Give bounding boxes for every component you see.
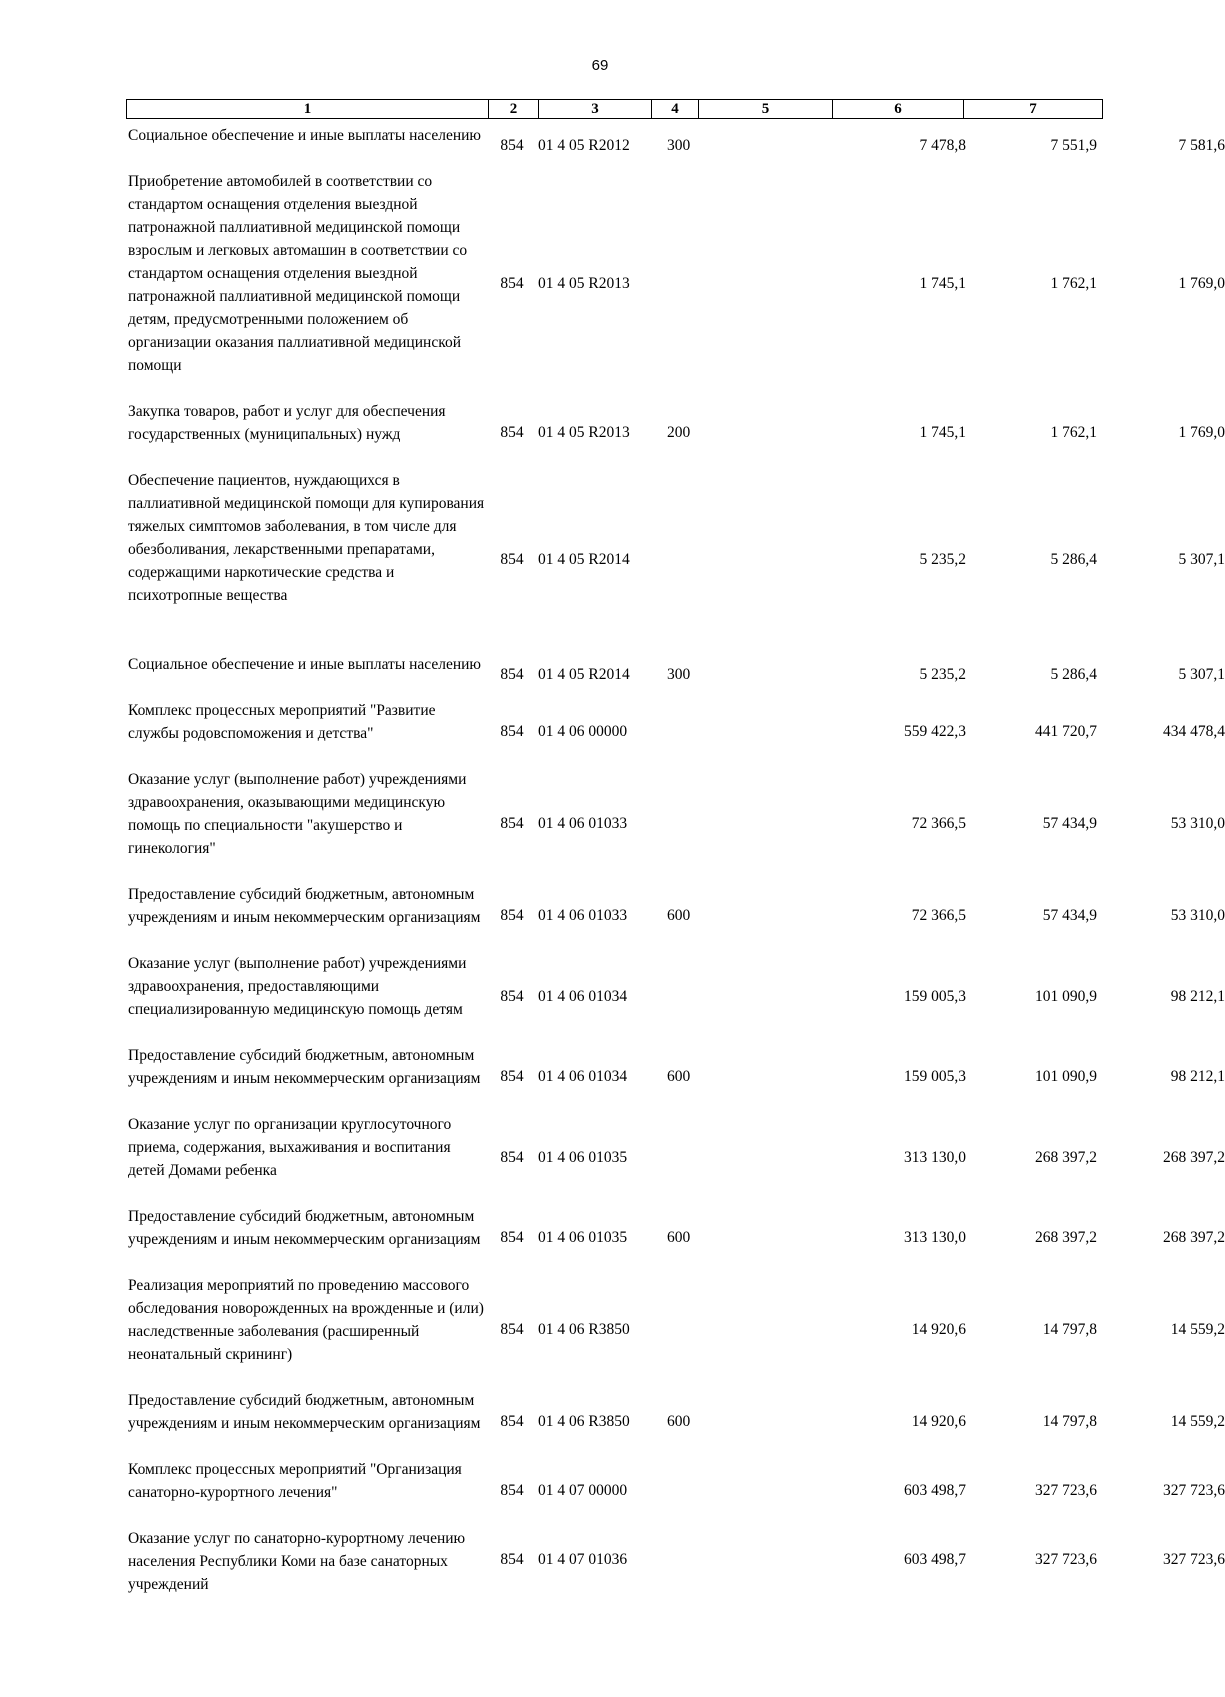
- row-year2: 14 797,8: [1042, 1321, 1097, 1338]
- row-year1: 603 498,7: [904, 1482, 966, 1499]
- row-ved: 854: [500, 1551, 524, 1568]
- row-csr: 01 4 06 R3850: [538, 1321, 630, 1338]
- header-col-7: 7: [964, 100, 1103, 119]
- row-csr: 01 4 05 R2012: [538, 136, 630, 154]
- table-row: [126, 766, 1225, 881]
- row-csr: 01 4 06 R3850: [538, 1413, 630, 1430]
- row-year3: 53 310,0: [1170, 907, 1225, 924]
- budget-table-body: [126, 122, 1225, 1594]
- row-ved: 854: [500, 550, 524, 568]
- row-year3: 1 769,0: [1178, 274, 1225, 292]
- row-year2: 7 551,9: [1050, 136, 1097, 154]
- row-name: Оказание услуг по санаторно-курортному лечению населения Республики Коми на базе санаторных учреждений: [128, 1530, 466, 1593]
- row-year3: 98 212,1: [1170, 1068, 1225, 1085]
- header-col-2: 2: [489, 100, 539, 119]
- header-col-6: 6: [833, 100, 964, 119]
- row-vr: [667, 1272, 703, 1387]
- row-csr: 01 4 07 01036: [538, 1551, 628, 1568]
- row-csr: 01 4 06 00000: [538, 723, 628, 740]
- row-vr: 600: [667, 1068, 691, 1085]
- row-ved: 854: [500, 1482, 524, 1499]
- row-year2: 101 090,9: [1035, 987, 1097, 1005]
- row-name: Предоставление субсидий бюджетным, автономным учреждениям и иным некоммерческим организациям: [128, 1208, 481, 1248]
- header-col-3: 3: [539, 100, 652, 119]
- row-csr: 01 4 06 01033: [538, 907, 628, 924]
- row-year2: 1 762,1: [1050, 424, 1097, 441]
- row-year1: 313 130,0: [904, 1229, 966, 1246]
- row-year3: 268 397,2: [1163, 1229, 1225, 1246]
- row-vr: 200: [667, 424, 691, 441]
- row-year1: 313 130,0: [904, 1148, 966, 1166]
- row-year2: 101 090,9: [1035, 1068, 1097, 1085]
- row-name: Реализация мероприятий по проведению массового обследования новорожденных на врожденные и (или) наследственные заболевания (расширенный неонатальный скрининг): [128, 1277, 484, 1363]
- row-ved: 854: [500, 665, 524, 683]
- row-csr: 01 4 06 01033: [538, 815, 628, 832]
- row-year3: 14 559,2: [1170, 1321, 1225, 1338]
- row-ved: 854: [500, 424, 524, 441]
- row-year3: 268 397,2: [1163, 1148, 1225, 1166]
- row-year3: 5 307,1: [1178, 550, 1225, 568]
- row-ved: 854: [500, 1068, 524, 1085]
- row-vr: [667, 1456, 703, 1525]
- row-year3: 98 212,1: [1170, 987, 1225, 1005]
- row-csr: 01 4 05 R2013: [538, 274, 630, 292]
- row-name: Обеспечение пациентов, нуждающихся в паллиативной медицинской помощи для купирования тяжелых симптомов заболевания, в том числе для обезболивания, лекарственными препаратами, содержащими наркотические средства и психотропные вещества: [128, 472, 485, 604]
- row-ved: 854: [500, 1413, 524, 1430]
- row-csr: 01 4 05 R2014: [538, 550, 630, 568]
- row-name: Социальное обеспечение и иные выплаты населению: [128, 127, 482, 144]
- table-row: [126, 1387, 1225, 1456]
- row-year2: 5 286,4: [1050, 550, 1097, 568]
- row-year1: 72 366,5: [911, 815, 966, 832]
- row-year3: 1 769,0: [1178, 424, 1225, 441]
- row-year1: 5 235,2: [919, 550, 966, 568]
- row-ved: 854: [500, 987, 524, 1005]
- page-number: 69: [591, 57, 609, 74]
- row-year2: 441 720,7: [1035, 723, 1097, 740]
- table-row: [126, 1525, 1225, 1594]
- row-year1: 1 745,1: [919, 424, 966, 441]
- header-col-1: 1: [127, 100, 489, 119]
- table-row: [126, 697, 1225, 766]
- table-row: [126, 1203, 1225, 1272]
- row-year3: 434 478,4: [1163, 723, 1225, 740]
- row-vr: [667, 1111, 703, 1203]
- table-row: [126, 122, 1225, 168]
- table-row: [126, 398, 1225, 467]
- row-year1: 14 920,6: [911, 1321, 966, 1338]
- row-name: Социальное обеспечение и иные выплаты населению: [128, 656, 482, 673]
- row-vr: [667, 697, 703, 766]
- header-col-5: 5: [699, 100, 833, 119]
- row-vr: 600: [667, 1413, 691, 1430]
- row-csr: 01 4 05 R2014: [538, 665, 630, 683]
- row-year3: 14 559,2: [1170, 1413, 1225, 1430]
- row-year1: 603 498,7: [904, 1551, 966, 1568]
- row-name: Закупка товаров, работ и услуг для обеспечения государственных (муниципальных) нужд: [128, 403, 446, 443]
- row-ved: 854: [500, 136, 524, 154]
- table-header: [126, 99, 1103, 119]
- table-row: [126, 651, 1225, 697]
- table-row: [126, 1456, 1225, 1525]
- row-year1: 559 422,3: [904, 723, 966, 740]
- row-name: Приобретение автомобилей в соответствии со стандартом оснащения отделения выездной патронажной паллиативной медицинской помощи взрослым и легковых автомашин в соответствии со стандартом оснащения отделения выездной патронажной паллиативной медицинской помощи детям, предусмотренными положением об организации оказания паллиативной медицинской помощи: [128, 173, 468, 374]
- row-year2: 1 762,1: [1050, 274, 1097, 292]
- row-name: Оказание услуг по организации круглосуточного приема, содержания, выхаживания и воспитания детей Домами ребенка: [128, 1116, 452, 1179]
- row-ved: 854: [500, 723, 524, 740]
- row-csr: 01 4 06 01034: [538, 1068, 628, 1085]
- row-csr: 01 4 06 01034: [538, 987, 628, 1005]
- row-csr: 01 4 06 01035: [538, 1148, 628, 1166]
- row-vr: [667, 766, 703, 881]
- row-name: Предоставление субсидий бюджетным, автономным учреждениям и иным некоммерческим организациям: [128, 1047, 481, 1087]
- row-name: Комплекс процессных мероприятий "Организация санаторно-курортного лечения": [128, 1461, 462, 1501]
- row-csr: 01 4 07 00000: [538, 1482, 628, 1499]
- row-vr: 600: [667, 1229, 691, 1246]
- row-year1: 159 005,3: [904, 1068, 966, 1085]
- row-year2: 14 797,8: [1042, 1413, 1097, 1430]
- table-row: [126, 1272, 1225, 1387]
- row-vr: [667, 1525, 703, 1594]
- row-year1: 1 745,1: [919, 274, 966, 292]
- row-ved: 854: [500, 1321, 524, 1338]
- row-name: Оказание услуг (выполнение работ) учреждениями здравоохранения, предоставляющими специализированную медицинскую помощь детям: [128, 955, 467, 1018]
- row-year1: 5 235,2: [919, 665, 966, 683]
- table-row: [126, 881, 1225, 950]
- row-year3: 5 307,1: [1178, 665, 1225, 683]
- header-col-4: 4: [652, 100, 699, 119]
- table-row: [126, 467, 1225, 651]
- row-year2: 327 723,6: [1035, 1482, 1097, 1499]
- row-year2: 268 397,2: [1035, 1229, 1097, 1246]
- table-row: [126, 1111, 1225, 1203]
- row-year1: 72 366,5: [911, 907, 966, 924]
- row-year3: 327 723,6: [1163, 1551, 1225, 1568]
- table-row: [126, 950, 1225, 1042]
- row-year1: 159 005,3: [904, 987, 966, 1005]
- row-ved: 854: [500, 274, 524, 292]
- row-year2: 57 434,9: [1042, 815, 1097, 832]
- table-row: [126, 168, 1225, 398]
- row-year1: 14 920,6: [911, 1413, 966, 1430]
- row-ved: 854: [500, 1148, 524, 1166]
- row-vr: 300: [667, 136, 691, 154]
- table-row: [126, 1042, 1225, 1111]
- row-year3: 53 310,0: [1170, 815, 1225, 832]
- row-ved: 854: [500, 1229, 524, 1246]
- row-name: Предоставление субсидий бюджетным, автономным учреждениям и иным некоммерческим организациям: [128, 886, 481, 926]
- row-name: Комплекс процессных мероприятий "Развитие службы родовспоможения и детства": [128, 702, 436, 742]
- row-year2: 327 723,6: [1035, 1551, 1097, 1568]
- row-vr: [667, 950, 703, 1042]
- row-csr: 01 4 06 01035: [538, 1229, 628, 1246]
- row-year1: 7 478,8: [919, 136, 966, 154]
- row-ved: 854: [500, 815, 524, 832]
- row-ved: 854: [500, 907, 524, 924]
- row-vr: 300: [667, 665, 691, 683]
- row-year2: 57 434,9: [1042, 907, 1097, 924]
- row-vr: [667, 467, 703, 651]
- row-year3: 7 581,6: [1178, 136, 1225, 154]
- row-csr: 01 4 05 R2013: [538, 424, 630, 441]
- row-name: Оказание услуг (выполнение работ) учреждениями здравоохранения, оказывающими медицинскую помощь по специальности "акушерство и гинекология": [128, 771, 467, 857]
- row-vr: [667, 168, 703, 398]
- row-year2: 5 286,4: [1050, 665, 1097, 683]
- row-year3: 327 723,6: [1163, 1482, 1225, 1499]
- row-year2: 268 397,2: [1035, 1148, 1097, 1166]
- row-vr: 600: [667, 907, 691, 924]
- row-name: Предоставление субсидий бюджетным, автономным учреждениям и иным некоммерческим организациям: [128, 1392, 481, 1432]
